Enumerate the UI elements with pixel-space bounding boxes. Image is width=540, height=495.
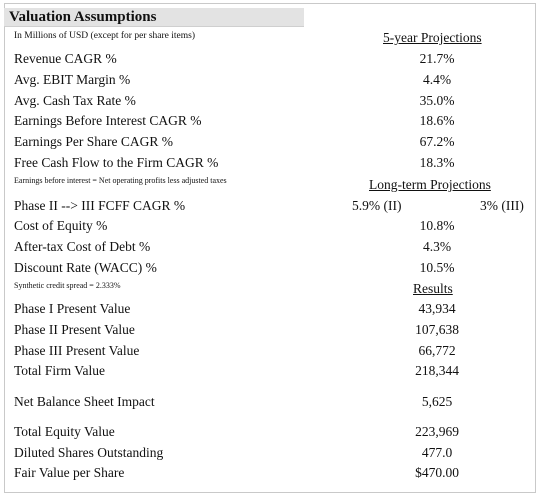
cost-of-equity-label: Cost of Equity % <box>14 218 108 233</box>
phase-i-pv-label: Phase I Present Value <box>14 301 131 316</box>
long-term-projections-header: Long-term Projections <box>369 177 491 192</box>
wacc-label: Discount Rate (WACC) % <box>14 260 157 275</box>
fcff-cagr-value: 18.3% <box>419 155 455 170</box>
results-header: Results <box>413 281 453 296</box>
units-subtitle: In Millions of USD (except for per share items) <box>14 31 195 41</box>
revenue-cagr-value: 21.7% <box>419 51 455 66</box>
total-firm-value-value: 218,344 <box>415 363 459 378</box>
net-balance-sheet-impact-label: Net Balance Sheet Impact <box>14 394 155 409</box>
ebi-definition-note: Earnings before interest = Net operating profits less adjusted taxes <box>14 176 227 185</box>
diluted-shares-label: Diluted Shares Outstanding <box>14 445 164 460</box>
fair-value-per-share-value: $470.00 <box>415 465 459 480</box>
eps-cagr-label: Earnings Per Share CAGR % <box>14 134 173 149</box>
phase-ii-pv-label: Phase II Present Value <box>14 322 135 337</box>
ebit-margin-value: 4.4% <box>422 72 452 87</box>
wacc-value: 10.5% <box>419 260 455 275</box>
phase-ii-cagr-value: 5.9% (II) <box>352 198 402 213</box>
five-year-projections-header: 5-year Projections <box>383 30 482 45</box>
cash-tax-rate-label: Avg. Cash Tax Rate % <box>14 93 136 108</box>
total-equity-value-label: Total Equity Value <box>14 424 115 439</box>
total-equity-value-value: 223,969 <box>415 424 459 439</box>
ebi-cagr-value: 18.6% <box>419 113 455 128</box>
ebi-cagr-label: Earnings Before Interest CAGR % <box>14 113 202 128</box>
after-tax-cost-of-debt-label: After-tax Cost of Debt % <box>14 239 151 254</box>
fair-value-per-share-label: Fair Value per Share <box>14 465 125 480</box>
phase-iii-pv-value: 66,772 <box>418 343 456 358</box>
phase-i-pv-value: 43,934 <box>418 301 456 316</box>
revenue-cagr-label: Revenue CAGR % <box>14 51 117 66</box>
cash-tax-rate-value: 35.0% <box>419 93 455 108</box>
phase-iii-pv-label: Phase III Present Value <box>14 343 140 358</box>
eps-cagr-value: 67.2% <box>419 134 455 149</box>
diluted-shares-value: 477.0 <box>421 445 453 460</box>
ebit-margin-label: Avg. EBIT Margin % <box>14 72 131 87</box>
net-balance-sheet-impact-value: 5,625 <box>421 394 453 409</box>
credit-spread-note: Synthetic credit spread = 2.333% <box>14 281 121 290</box>
phase-fcff-cagr-label: Phase II --> III FCFF CAGR % <box>14 198 186 213</box>
cost-of-equity-value: 10.8% <box>419 218 455 233</box>
page-title: Valuation Assumptions <box>9 9 157 25</box>
after-tax-cost-of-debt-value: 4.3% <box>422 239 452 254</box>
phase-iii-cagr-value: 3% (III) <box>480 198 524 213</box>
total-firm-value-label: Total Firm Value <box>14 363 106 378</box>
fcff-cagr-label: Free Cash Flow to the Firm CAGR % <box>14 155 219 170</box>
phase-ii-pv-value: 107,638 <box>415 322 459 337</box>
